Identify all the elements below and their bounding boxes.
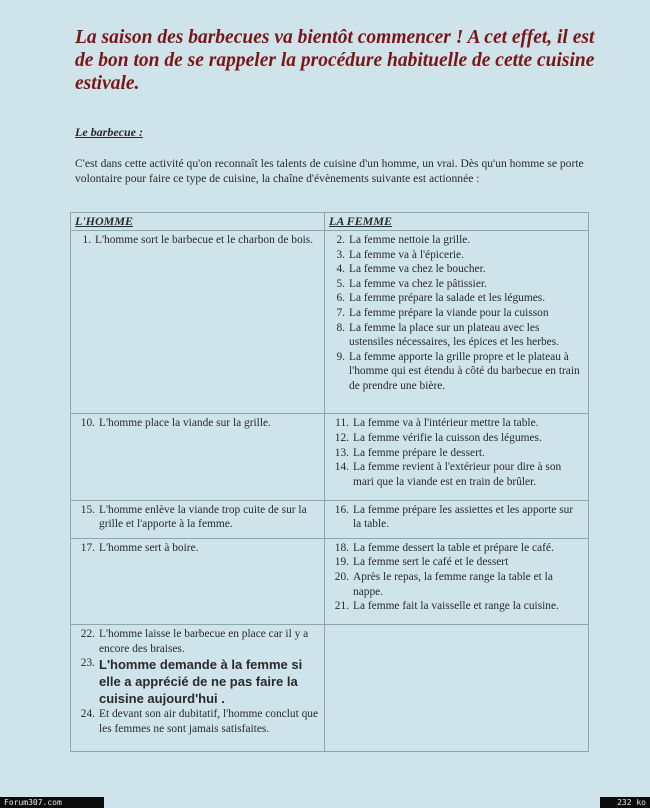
list-item	[329, 541, 584, 556]
header-man: L'HOMME	[71, 213, 325, 231]
step-number: 9.	[336, 350, 345, 363]
step-text: La femme prépare la viande pour la cuisson	[349, 306, 549, 319]
footer-site-label: Forum307.com	[0, 797, 104, 808]
step-list	[329, 416, 584, 489]
step-list	[329, 541, 584, 614]
step-text: La femme revient à l'extérieur pour dire à son mari que la viande est en train de brûler.	[353, 461, 562, 488]
step-number: 23.	[80, 657, 95, 670]
step-number: 20.	[334, 570, 349, 583]
step-text: L'homme place la viande sur la grille.	[99, 417, 271, 430]
list-item	[75, 707, 320, 736]
list-item	[329, 503, 584, 532]
table-row	[71, 625, 589, 752]
step-text: L'homme enlève la viande trop cuite de sur la grille et l'apporte à la femme.	[99, 503, 307, 531]
cell-woman	[325, 625, 589, 752]
list-item	[329, 321, 584, 350]
step-text: La femme va à l'intérieur mettre la table.	[353, 417, 539, 430]
step-number: 18.	[334, 541, 349, 554]
table-row	[71, 500, 589, 538]
table-row	[71, 414, 589, 500]
headline: La saison des barbecues va bientôt commencer ! A cet effet, il est de bon ton de se rappeler la procédure habituelle de cette cuisine estivale.	[75, 27, 595, 94]
step-number: 2.	[336, 234, 345, 246]
step-list	[75, 503, 320, 532]
list-item	[329, 599, 584, 614]
step-list	[75, 541, 320, 556]
cell-woman	[325, 538, 589, 624]
list-item	[329, 460, 584, 489]
step-number: 4.	[336, 263, 345, 276]
footer-size-label: 232 ko	[600, 797, 650, 808]
cell-woman	[325, 231, 589, 414]
step-text: La femme prépare le dessert.	[353, 446, 485, 459]
cell-man	[71, 231, 325, 414]
step-number: 12.	[334, 432, 349, 445]
step-text: La femme apporte la grille propre et le plateau à l'homme qui est étendu à côté du barbecue en train de prendre une bière.	[349, 350, 580, 392]
list-item	[329, 555, 584, 570]
list-item	[329, 277, 584, 292]
step-text: La femme va chez le pâtissier.	[349, 277, 487, 290]
step-number: 21.	[334, 600, 349, 613]
step-number: 17.	[80, 541, 95, 554]
step-text: La femme sert le café et le dessert	[353, 556, 509, 569]
list-item	[75, 656, 320, 707]
intro-paragraph: C'est dans cette activité qu'on reconnaît les talents de cuisine d'un homme, un vrai. Dès qu'un homme se porte volontaire pour faire ce type de cuisine, la chaîne d'évènements suivante est actionnée :	[75, 157, 584, 185]
list-item	[329, 416, 584, 431]
list-item	[329, 570, 584, 599]
table-row	[71, 538, 589, 624]
list-item	[329, 248, 584, 263]
list-item	[329, 262, 584, 277]
step-number: 24.	[80, 708, 95, 721]
step-text: La femme prépare la salade et les légumes.	[349, 292, 546, 305]
list-item	[75, 503, 320, 532]
step-text: La femme va chez le boucher.	[349, 263, 486, 276]
step-text: Après le repas, la femme range la table et la nappe.	[353, 570, 553, 598]
cell-man	[71, 538, 325, 624]
step-text: La femme prépare les assiettes et les apporte sur la table.	[353, 503, 574, 531]
step-number: 11.	[335, 417, 349, 430]
list-item	[329, 233, 584, 248]
list-item	[75, 233, 320, 248]
list-item	[329, 431, 584, 446]
step-number: 7.	[336, 306, 345, 319]
step-number: 19.	[334, 556, 349, 569]
step-number: 1.	[82, 234, 91, 246]
list-item	[75, 416, 320, 431]
step-number: 14.	[334, 461, 349, 474]
step-text: La femme nettoie la grille.	[349, 234, 471, 246]
step-number: 10.	[80, 417, 95, 430]
step-text: L'homme demande à la femme si elle a apprécié de ne pas faire la cuisine aujourd'hui .	[99, 657, 303, 707]
step-list	[329, 233, 584, 394]
step-list	[329, 503, 584, 532]
list-item	[329, 350, 584, 394]
step-list	[75, 627, 320, 736]
cell-woman	[325, 500, 589, 538]
step-text: L'homme sort le barbecue et le charbon de bois.	[95, 234, 314, 246]
step-list	[75, 233, 320, 248]
step-number: 3.	[336, 248, 345, 261]
step-number: 15.	[80, 503, 95, 516]
section-title: Le barbecue :	[75, 125, 143, 139]
step-number: 22.	[80, 628, 95, 641]
list-item	[75, 541, 320, 556]
list-item	[329, 306, 584, 321]
step-number: 13.	[334, 446, 349, 459]
header-woman: LA FEMME	[325, 213, 589, 231]
step-number: 5.	[336, 277, 345, 290]
step-number: 8.	[336, 321, 345, 334]
step-number: 6.	[336, 292, 345, 305]
step-text: L'homme sert à boire.	[99, 541, 199, 554]
cell-man	[71, 414, 325, 500]
step-text: La femme dessert la table et prépare le café.	[353, 541, 554, 554]
step-text: Et devant son air dubitatif, l'homme conclut que les femmes ne sont jamais satisfaites.	[99, 708, 319, 735]
list-item	[329, 291, 584, 306]
cell-man	[71, 625, 325, 752]
step-text: La femme la place sur un plateau avec les ustensiles nécessaires, les épices et les herbes.	[349, 321, 560, 349]
barbecue-steps-table	[70, 212, 589, 752]
cell-woman	[325, 414, 589, 500]
step-text: L'homme laisse le barbecue en place car il y a encore des braises.	[99, 628, 309, 655]
step-list	[75, 416, 320, 431]
step-text: La femme va à l'épicerie.	[349, 248, 464, 261]
list-item	[329, 446, 584, 461]
step-text: La femme fait la vaisselle et range la cuisine.	[353, 600, 559, 613]
cell-man	[71, 500, 325, 538]
step-text: La femme vérifie la cuisson des légumes.	[353, 432, 542, 445]
list-item	[75, 627, 320, 656]
table-row	[71, 231, 589, 414]
step-number: 16.	[334, 503, 349, 516]
